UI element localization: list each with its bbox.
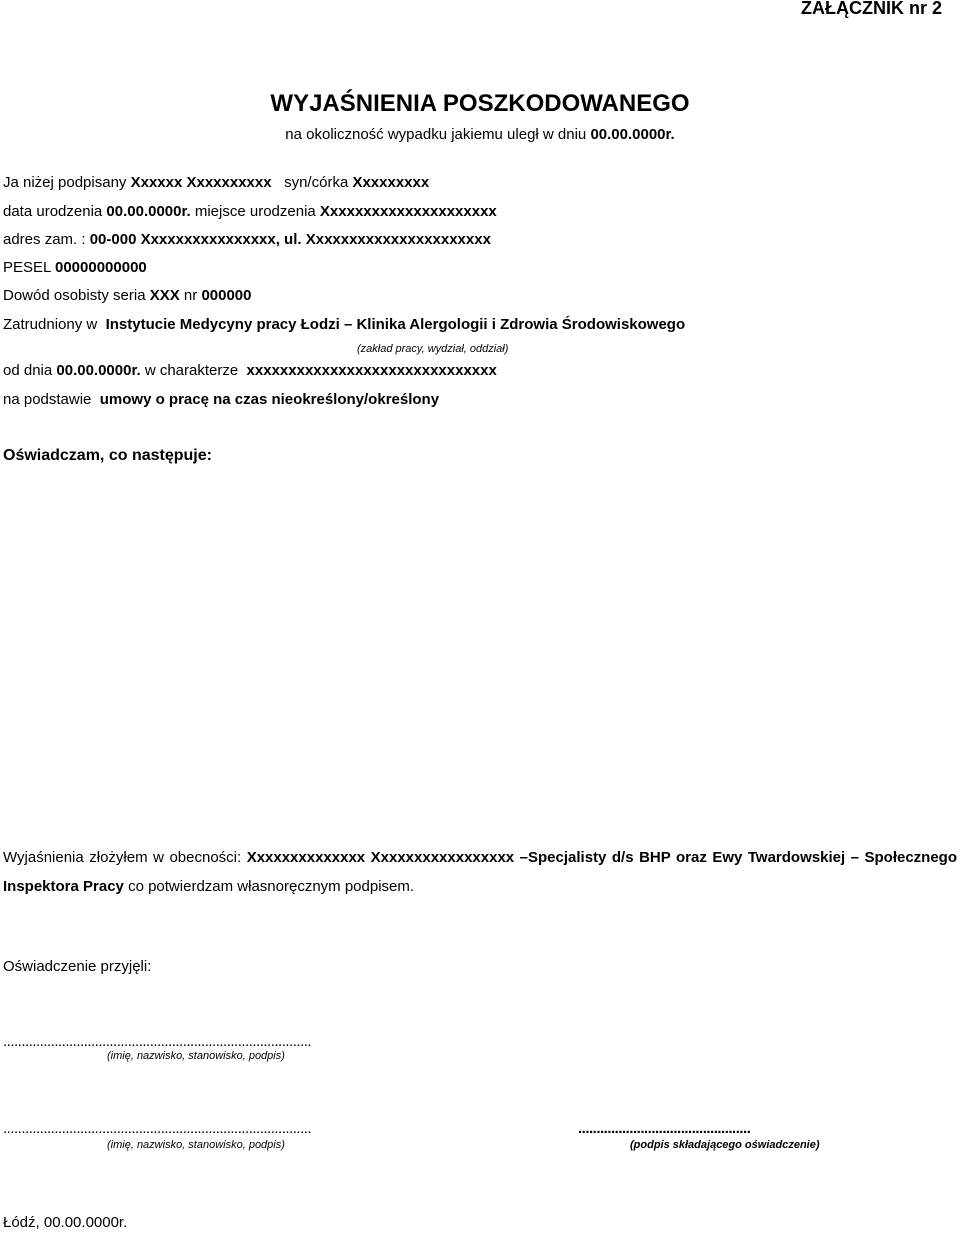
birthplace-label: miejsce urodzenia: [190, 203, 320, 220]
parent-name: Xxxxxxxxx: [352, 174, 430, 191]
id-card-number: 000000: [201, 287, 252, 304]
employed-label: Zatrudniony w: [3, 316, 102, 333]
document-subtitle: [0, 126, 960, 143]
signature-caption-1: (imię, nazwisko, stanowisko, podpis): [107, 1050, 285, 1062]
statement-header: Oświadczam, co następuje:: [3, 447, 212, 464]
id-card-label: Dowód osobisty seria: [3, 287, 150, 304]
birth-date-label: data urodzenia: [3, 203, 107, 220]
birth-date: 00.00.0000r.: [106, 203, 191, 220]
relation-label: syn/córka: [284, 174, 353, 191]
attachment-label: ZAŁĄCZNIK nr 2: [801, 0, 942, 18]
id-card-nr-label: nr: [179, 287, 202, 304]
since-label: od dnia: [3, 362, 57, 379]
employment-since-line: [3, 362, 497, 379]
address-line: [3, 231, 491, 248]
pesel-line: [3, 259, 147, 276]
role-label: w charakterze: [140, 362, 243, 379]
place-date: Łódź, 00.00.0000r.: [3, 1214, 128, 1231]
employer-caption: (zakład pracy, wydział, oddział): [357, 343, 509, 355]
birthplace: Xxxxxxxxxxxxxxxxxxxxx: [319, 203, 497, 220]
since-date: 00.00.0000r.: [56, 362, 141, 379]
pesel-number: 00000000000: [54, 259, 147, 276]
id-card-series: XXX: [149, 287, 180, 304]
witnesses-paragraph: [3, 843, 957, 901]
declarant-signature-line: ...............................................: [578, 1120, 751, 1137]
signatory-line: [3, 174, 429, 191]
employment-line: [3, 316, 685, 333]
id-card-line: [3, 287, 252, 304]
witnesses-prefix: Wyjaśnienia złożyłem w obecności:: [3, 849, 247, 866]
signature-line-2: ....................................................................................: [3, 1120, 312, 1137]
birth-line: [3, 203, 497, 220]
signatory-intro: Ja niżej podpisany: [3, 174, 131, 191]
signatory-name: Xxxxxx Xxxxxxxxxx: [130, 174, 272, 191]
accident-date: 00.00.0000r.: [590, 126, 675, 143]
subtitle-prefix: na okoliczność wypadku jakiemu uległ w dniu: [285, 126, 591, 143]
basis-value: umowy o pracę na czas nieokreślony/określony: [99, 391, 440, 408]
employer-name: Instytucie Medycyny pracy Łodzi – Klinika Alergologii i Zdrowia Środowiskowego: [105, 316, 686, 333]
employment-basis-line: [3, 391, 439, 408]
accepted-header: Oświadczenie przyjęli:: [3, 958, 152, 975]
witnesses-suffix: co potwierdzam własnoręcznym podpisem.: [123, 878, 415, 895]
role-value: xxxxxxxxxxxxxxxxxxxxxxxxxxxxxx: [246, 362, 497, 379]
address: 00-000 Xxxxxxxxxxxxxxxx, ul. Xxxxxxxxxxxxxxxxxxxxxx: [89, 231, 491, 248]
witnesses-names: Xxxxxxxxxxxxxx Xxxxxxxxxxxxxxxxx –Specjalisty d/s BHP oraz Ewy Twardowskiej – Społecznego Inspektora Pracy: [3, 849, 957, 895]
pesel-label: PESEL: [3, 259, 55, 276]
address-label: adres zam. :: [3, 231, 90, 248]
basis-label: na podstawie: [3, 391, 96, 408]
declarant-signature-caption: (podpis składającego oświadczenie): [630, 1139, 820, 1151]
statement-body: [3, 480, 953, 830]
document-title: WYJAŚNIENIA POSZKODOWANEGO: [270, 90, 690, 117]
signature-line-1: ....................................................................................: [3, 1033, 312, 1050]
signature-caption-2: (imię, nazwisko, stanowisko, podpis): [107, 1139, 285, 1151]
